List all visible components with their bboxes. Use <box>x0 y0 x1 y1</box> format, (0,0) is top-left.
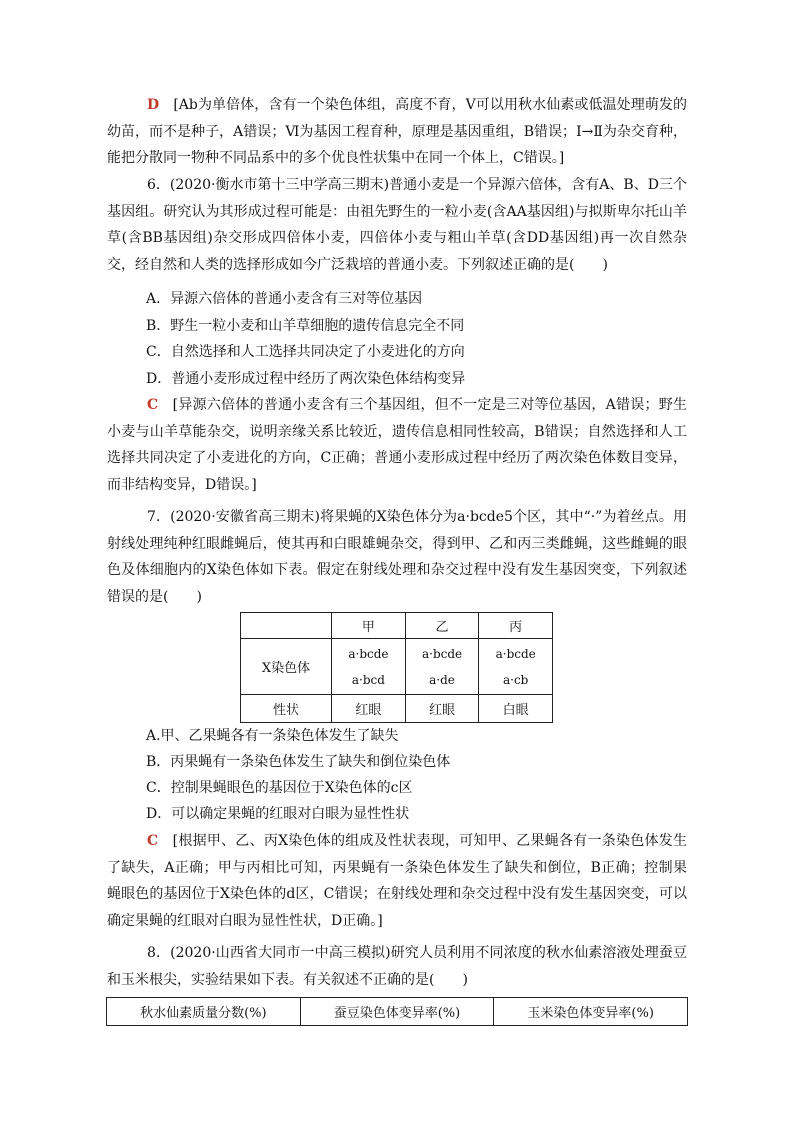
table-header-yi: 乙 <box>405 613 479 639</box>
table-row-label: X染色体 <box>241 639 332 695</box>
q7-table <box>240 612 553 723</box>
table-header: 蚕豆染色体变异率(%) <box>300 998 494 1026</box>
q8-table <box>106 997 688 1026</box>
table-cell: 红眼 <box>332 695 406 723</box>
q6-stem: 6．(2020·衡水市第十三中学高三期末)普通小麦是一个异源六倍体，含有A、B、D三个基因组。研究认为其形成过程可能是：由祖先野生的一粒小麦(含AA基因组)与拟斯卑尔托山羊草(含BB基因组)杂交形成四倍体小麦，四倍体小麦与粗山羊草(含DD基因组)再一次自然杂交，经自然和人类的选择形成如今广泛栽培的普通小麦。下列叙述正确的是( ) <box>107 177 687 273</box>
q5-answer-letter: D <box>147 97 160 113</box>
table-row <box>241 613 553 639</box>
table-header: 秋水仙素质量分数(%) <box>107 998 301 1026</box>
q8-stem: 8．(2020·山西省大同市一中高三模拟)研究人员利用不同浓度的秋水仙素溶液处理蚕豆和玉米根尖，实验结果如下表。有关叙述不正确的是( ) <box>107 945 687 988</box>
table-cell <box>332 639 406 695</box>
q6-option-a: A．异源六倍体的普通小麦含有三对等位基因 <box>146 291 423 307</box>
table-cell <box>405 639 479 695</box>
q7-answer-text: [根据甲、乙、丙X染色体的组成及性状表现，可知甲、乙果蝇各有一条染色体发生了缺失，A正确；甲与丙相比可知，丙果蝇有一条染色体发生了缺失和倒位，B正确；控制果蝇眼色的基因位于X染色体的d区，C错误；在射线处理和杂交过程中没有发生基因突变，可以确定果蝇的红眼对白眼为显性性状，D正确。] <box>107 833 687 929</box>
q6-answer <box>107 392 687 498</box>
q6-answer-text: [异源六倍体的普通小麦含有三个基因组，但不一定是三对等位基因，A错误；野生小麦与山羊草能杂交，说明亲缘关系比较近，遗传信息相同性较高，B错误；自然选择和人工选择共同决定了小麦进化的方向，C正确；普通小麦形成过程中经历了两次染色体数目变异，而非结构变异，D错误。] <box>107 397 688 493</box>
cell-line: a·de <box>429 672 455 687</box>
q7-option-a: A.甲、乙果蝇各有一条染色体发生了缺失 <box>146 728 399 744</box>
table-cell <box>479 639 553 695</box>
q5-answer <box>107 92 687 172</box>
q7-option-b: B．丙果蝇有一条染色体发生了缺失和倒位染色体 <box>146 754 451 770</box>
q5-answer-text: [Ab为单倍体，含有一个染色体组，高度不育，V可以用秋水仙素或低温处理萌发的幼苗，而不是种子，A错误；Ⅵ为基因工程育种，原理是基因重组，B错误；Ⅰ→Ⅱ为杂交育种，能把分散同一物种不同品系中的多个优良性状集中在同一个体上，C错误。] <box>107 97 688 167</box>
q7-answer <box>107 828 687 934</box>
table-header-empty <box>241 613 332 639</box>
q6-option-c: C．自然选择和人工选择共同决定了小麦进化的方向 <box>146 344 465 360</box>
q7-option-d: D．可以确定果蝇的红眼对白眼为显性性状 <box>146 806 410 822</box>
table-cell: 白眼 <box>479 695 553 723</box>
table-row <box>241 639 553 695</box>
q7-stem: 7．(2020·安徽省高三期末)将果蝇的X染色体分为a·bcde5个区，其中“·”为着丝点。用射线处理纯种红眼雌蝇后，使其再和白眼雄蝇杂交，得到甲、乙和丙三类雌蝇，这些雌蝇的眼色及体细胞内的X染色体如下表。假定在射线处理和杂交过程中没有发生基因突变，下列叙述错误的是( ) <box>107 509 687 605</box>
q6-answer-letter: C <box>147 397 159 413</box>
cell-line: a·bcde <box>421 646 463 661</box>
q6-option-d: D．普通小麦形成过程中经历了两次染色体结构变异 <box>146 371 466 387</box>
q7-option-c: C．控制果蝇眼色的基因位于X染色体的c区 <box>146 780 413 796</box>
cell-line: a·bcd <box>351 672 385 687</box>
table-header-bing: 丙 <box>479 613 553 639</box>
table-header-jia: 甲 <box>332 613 406 639</box>
table-row-label: 性状 <box>241 695 332 723</box>
q6-option-b: B．野生一粒小麦和山羊草细胞的遗传信息完全不同 <box>146 318 465 334</box>
table-row <box>241 695 553 723</box>
table-row <box>107 998 688 1026</box>
cell-line: a·bcde <box>348 646 389 661</box>
q7-answer-letter: C <box>147 833 159 849</box>
cell-line: a·bcde <box>495 646 536 661</box>
cell-line: a·cb <box>502 672 529 687</box>
table-header: 玉米染色体变异率(%) <box>494 998 688 1026</box>
table-cell: 红眼 <box>405 695 479 723</box>
